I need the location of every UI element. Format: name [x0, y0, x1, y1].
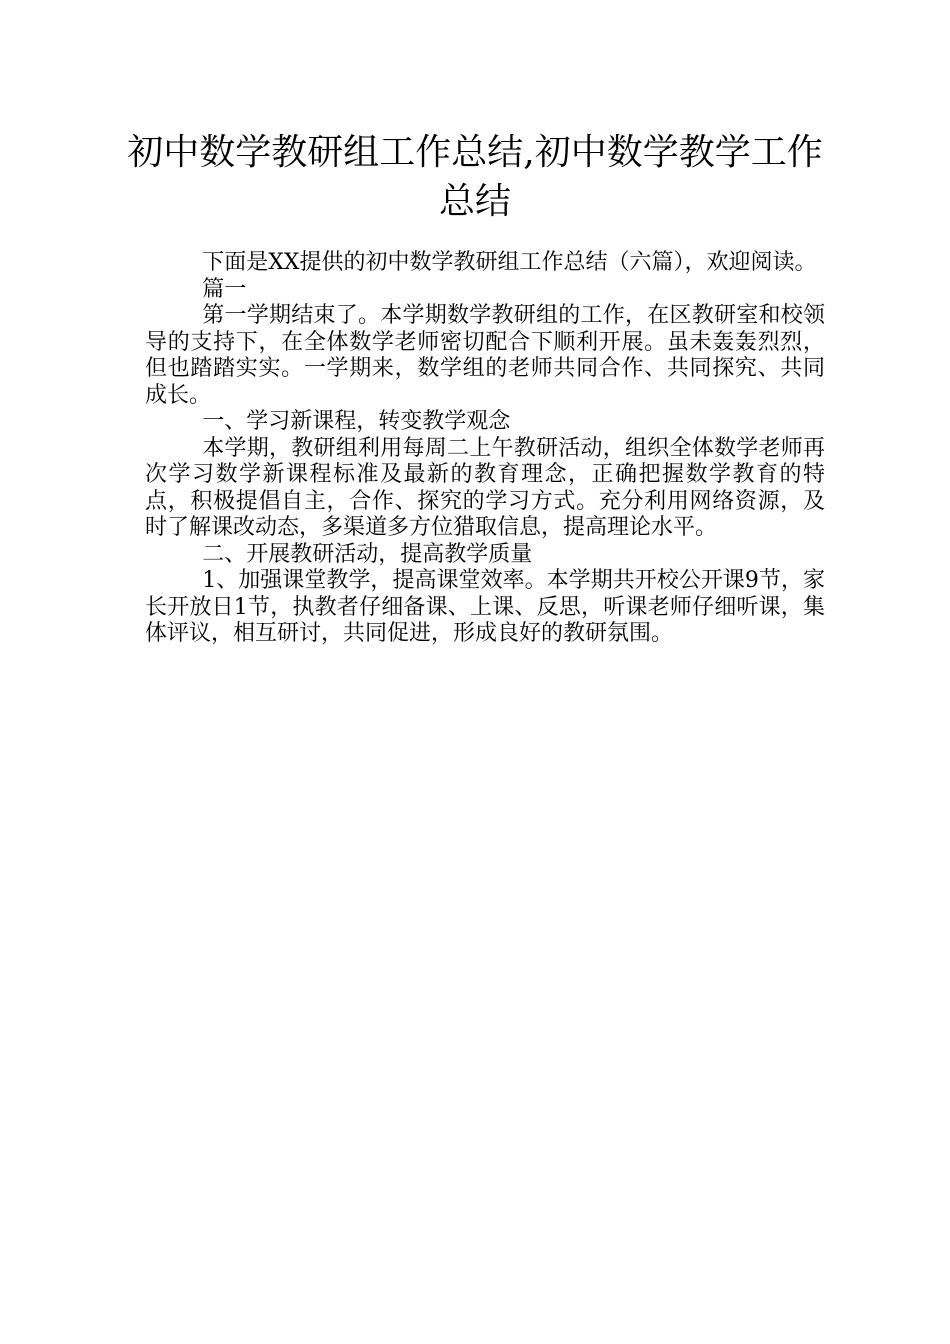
section-heading: 二、开展教研活动，提高教学质量 [202, 541, 533, 567]
chapter-heading: 篇一 [202, 276, 247, 302]
body-paragraph: 本学期，教研组利用每周二上午教研活动，组织全体数学老师再次学习数学新课程标准及最新的教育理念，正确把握数学教育的特点，积极提倡自主，合作、探究的学习方式。充分利用网络资源，及时了解课改动态，多渠道多方位猎取信息，提高理论水平。 [145, 435, 825, 540]
body-paragraph: 1、加强课堂教学，提高课堂效率。本学期共开校公开课9节，家长开放日1节，执教者仔细备课、上课、反思，听课老师仔细听课，集体评议，相互研讨，共同促进，形成良好的教研氛围。 [145, 568, 825, 646]
intro-paragraph: 下面是XX提供的初中数学教研组工作总结（六篇），欢迎阅读。 [202, 250, 817, 275]
document-body [145, 250, 825, 648]
document-title: 初中数学教研组工作总结,初中数学教学工作总结 [127, 132, 823, 222]
section-heading: 一、学习新课程，转变教学观念 [202, 409, 511, 434]
body-paragraph: 第一学期结束了。本学期数学教研组的工作，在区教研室和校领导的支持下，在全体数学老师密切配合下顺利开展。虽未轰轰烈烈，但也踏踏实实。一学期来，数学组的老师共同合作、共同探究、共同成长。 [145, 303, 825, 408]
